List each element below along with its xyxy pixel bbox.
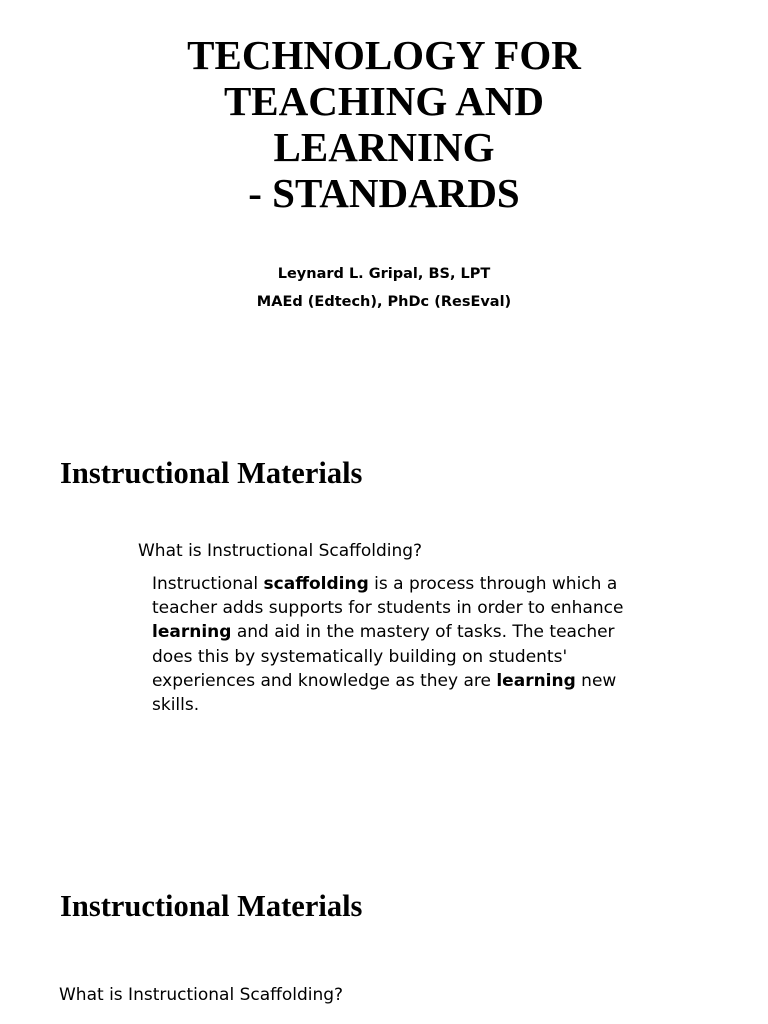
section-paragraph-1 bbox=[152, 572, 652, 717]
para-bold-term: learning bbox=[152, 622, 232, 643]
title-line-1: TECHNOLOGY FOR bbox=[187, 32, 581, 78]
document-title bbox=[0, 32, 768, 216]
title-line-4: - STANDARDS bbox=[248, 170, 520, 216]
author-name: Leynard L. Gripal, BS, LPT bbox=[277, 266, 491, 282]
author-degrees: MAEd (Edtech), PhDc (ResEval) bbox=[256, 294, 512, 310]
para-bold-term: learning bbox=[496, 670, 576, 691]
title-line-2: TEACHING AND bbox=[223, 78, 545, 124]
para-bold-term: scaffolding bbox=[263, 574, 369, 594]
para-text: new skills. bbox=[152, 670, 617, 716]
para-text: is a process through which a teacher adds supports for students in order to enhance bbox=[152, 574, 624, 619]
section-question-2: What is Instructional Scaffolding? bbox=[59, 985, 344, 1005]
author-info bbox=[0, 260, 768, 316]
section-heading-2: Instructional Materials bbox=[60, 889, 363, 923]
section-question-1: What is Instructional Scaffolding? bbox=[138, 541, 423, 561]
section-heading-1: Instructional Materials bbox=[60, 456, 363, 490]
para-text: and aid in the mastery of tasks. The teacher does this by systematically building on students' experiences and knowledge as they are bbox=[152, 622, 615, 691]
para-text: Instructional bbox=[152, 574, 264, 594]
title-line-3: LEARNING bbox=[273, 124, 495, 170]
